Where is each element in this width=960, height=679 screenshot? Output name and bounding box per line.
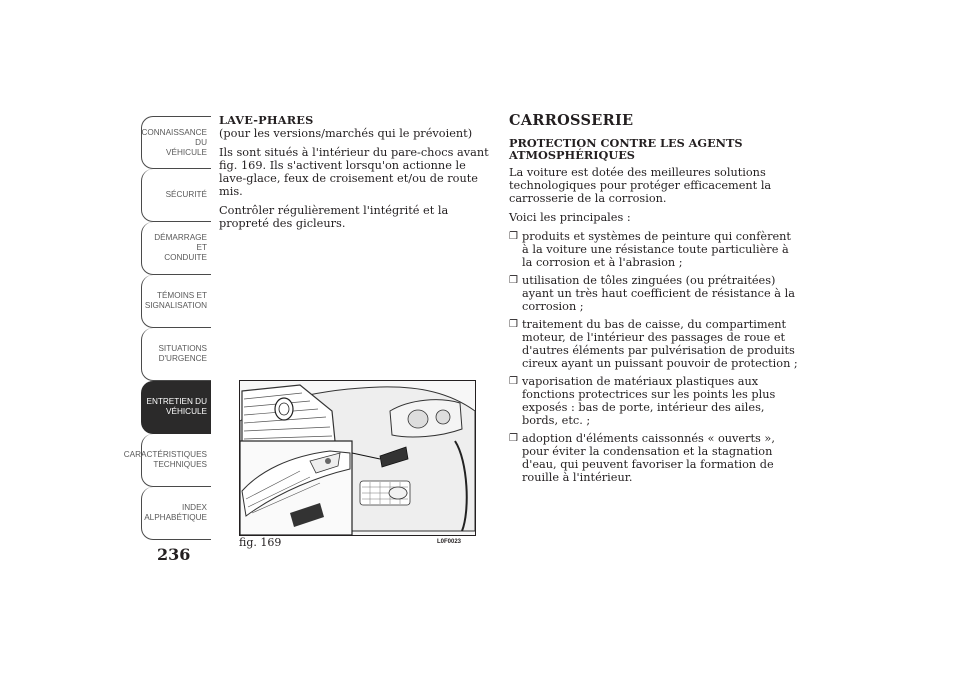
chapter-tabs: [123, 116, 211, 540]
tab-temoins-et-signalisation[interactable]: [141, 275, 211, 328]
tab-situations-d-urgence[interactable]: [141, 328, 211, 381]
list-item-text: utilisation de tôles zinguées (ou prétraitées) ayant un très haut coefficient de résistance à la corrosion ;: [522, 274, 795, 313]
tab-label: SITUATIONS D'URGENCE: [158, 344, 207, 363]
figure-headlamp-washer: [239, 380, 476, 536]
checkbox-bullet-icon: ❒: [509, 433, 518, 444]
bumper-illustration: [240, 381, 475, 535]
tab-securite[interactable]: [141, 169, 211, 222]
section-title: CARROSSERIE: [509, 112, 634, 129]
checkbox-bullet-icon: ❒: [509, 275, 518, 286]
list-item: [509, 274, 799, 313]
tab-connaissance-du-vehicule[interactable]: [141, 116, 211, 169]
list-item: [509, 230, 799, 269]
checkbox-bullet-icon: ❒: [509, 231, 518, 242]
tab-label: CARACTÉRISTIQUES TECHNIQUES: [123, 450, 207, 469]
tab-label: INDEX ALPHABÉTIQUE: [144, 503, 207, 522]
paragraph: Ils sont situés à l'intérieur du pare-chocs avant fig. 169. Ils s'activent lorsqu'on actionne le lave-glace, feux de croisement et/ou de route mis.: [219, 146, 489, 198]
checkbox-bullet-icon: ❒: [509, 376, 518, 387]
bullet-list: [509, 230, 799, 484]
list-item: [509, 432, 799, 484]
tab-caracteristiques-techniques[interactable]: [123, 434, 211, 487]
tab-label: SÉCURITÉ: [165, 190, 207, 199]
list-item: [509, 375, 799, 427]
tab-label: CONNAISSANCE DU VÉHICULE: [141, 127, 207, 157]
tab-demarrage-et-conduite[interactable]: [141, 222, 211, 275]
figure-caption: fig. 169: [239, 536, 282, 549]
tab-label: TÉMOINS ET SIGNALISATION: [144, 291, 207, 310]
list-item: [509, 318, 799, 370]
paragraph: Voici les principales :: [509, 211, 631, 224]
figure-code: L0F0023: [437, 539, 462, 545]
tab-label: ENTRETIEN DU VÉHICULE: [146, 397, 207, 416]
list-item-text: produits et systèmes de peinture qui confèrent à la voiture une résistance toute particulière à la corrosion et à l'abrasion ;: [522, 230, 791, 269]
list-item-text: vaporisation de matériaux plastiques aux fonctions protectrices sur les points les plus exposés : bas de porte, intérieur des ailes, bords, etc. ;: [522, 375, 776, 427]
section-subtitle: PROTECTION CONTRE LES AGENTS ATMOSPHÉRIQUES: [509, 136, 743, 162]
section-heading: LAVE-PHARES: [219, 113, 314, 127]
page-number: 236: [157, 545, 191, 564]
list-item-text: adoption d'éléments caissonnés « ouverts », pour éviter la condensation et la stagnation d'eau, qui peuvent favoriser la formation de rouille à l'intérieur.: [522, 432, 775, 484]
left-column: [219, 114, 494, 236]
list-item-text: traitement du bas de caisse, du compartiment moteur, de l'intérieur des passages de roue et d'autres éléments par pulvérisation de produits cireux ayant un puissant pouvoir de protection ;: [522, 318, 798, 370]
section-subheading: (pour les versions/marchés qui le prévoient): [219, 127, 473, 140]
tab-entretien-du-vehicule[interactable]: [141, 381, 211, 434]
right-column: [509, 114, 799, 489]
checkbox-bullet-icon: ❒: [509, 319, 518, 330]
tab-label: DÉMARRAGE ET CONDUITE: [154, 233, 207, 262]
tab-index-alphabetique[interactable]: [141, 487, 211, 540]
paragraph: Contrôler régulièrement l'intégrité et la propreté des gicleurs.: [219, 204, 449, 230]
paragraph: La voiture est dotée des meilleures solutions technologiques pour protéger efficacement la carrosserie de la corrosion.: [509, 166, 772, 205]
